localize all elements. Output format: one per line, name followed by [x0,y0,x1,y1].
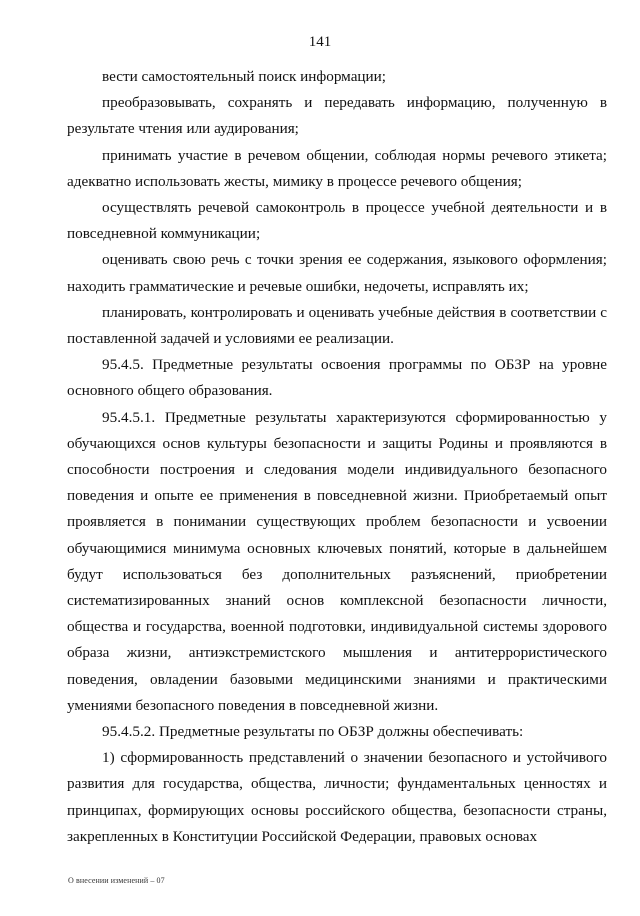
footer-note: О внесении изменений – 07 [68,876,165,885]
paragraph-3: принимать участие в речевом общении, соблюдая нормы речевого этикета; адекватно использовать жесты, мимику в процессе речевого общения; [67,146,607,190]
paragraph-2: преобразовывать, сохранять и передавать информацию, полученную в результате чтения или аудирования; [67,94,607,138]
paragraph-1: вести самостоятельный поиск информации; [102,68,387,85]
section-95-4-5-1: 95.4.5.1. Предметные результаты характеризуются сформированностью у обучающихся основ культуры безопасности и защиты Родины и проявляются в способности построения и следования модели индивидуального безопасного поведения и опыте ее применения в повседневной жизни. Приобретаемый опыт проявляется в понимании существующих проблем безопасности и усвоении обучающимися минимума основных ключевых понятий, которые в дальнейшем будут использоваться без дополнительных разъяснений, приобретении систематизированных знаний основ комплексной безопасности личности, общества и государства, военной подготовки, индивидуальной системы здорового образа жизни, антиэкстремистского мышления и антитеррористического поведения, овладении базовыми медицинскими знаниями и практическими умениями безопасного поведения в повседневной жизни. [67,408,607,714]
paragraph-5: оценивать свою речь с точки зрения ее содержания, языкового оформления; находить грамматические и речевые ошибки, недочеты, исправлять их; [67,251,607,295]
section-heading-95-4-5: 95.4.5. Предметные результаты освоения программы по ОБЗР на уровне основного общего образования. [67,356,607,400]
paragraph-6: планировать, контролировать и оценивать учебные действия в соответствии с поставленной задачей и условиями ее реализации. [67,303,607,348]
list-item-1: 1) сформированность представлений о значении безопасного и устойчивого развития для государства, общества, личности; фундаментальных ценностях и принципах, формирующих основы российского общества, безопасности страны, закрепленных в Конституции Российской Федерации, правовых основах [67,749,607,845]
paragraph-4: осуществлять речевой самоконтроль в процессе учебной деятельности и в повседневной коммуникации; [67,199,607,243]
page-number: 141 [308,34,332,50]
body-text [67,64,607,850]
section-95-4-5-2: 95.4.5.2. Предметные результаты по ОБЗР должны обеспечивать: [102,723,524,741]
